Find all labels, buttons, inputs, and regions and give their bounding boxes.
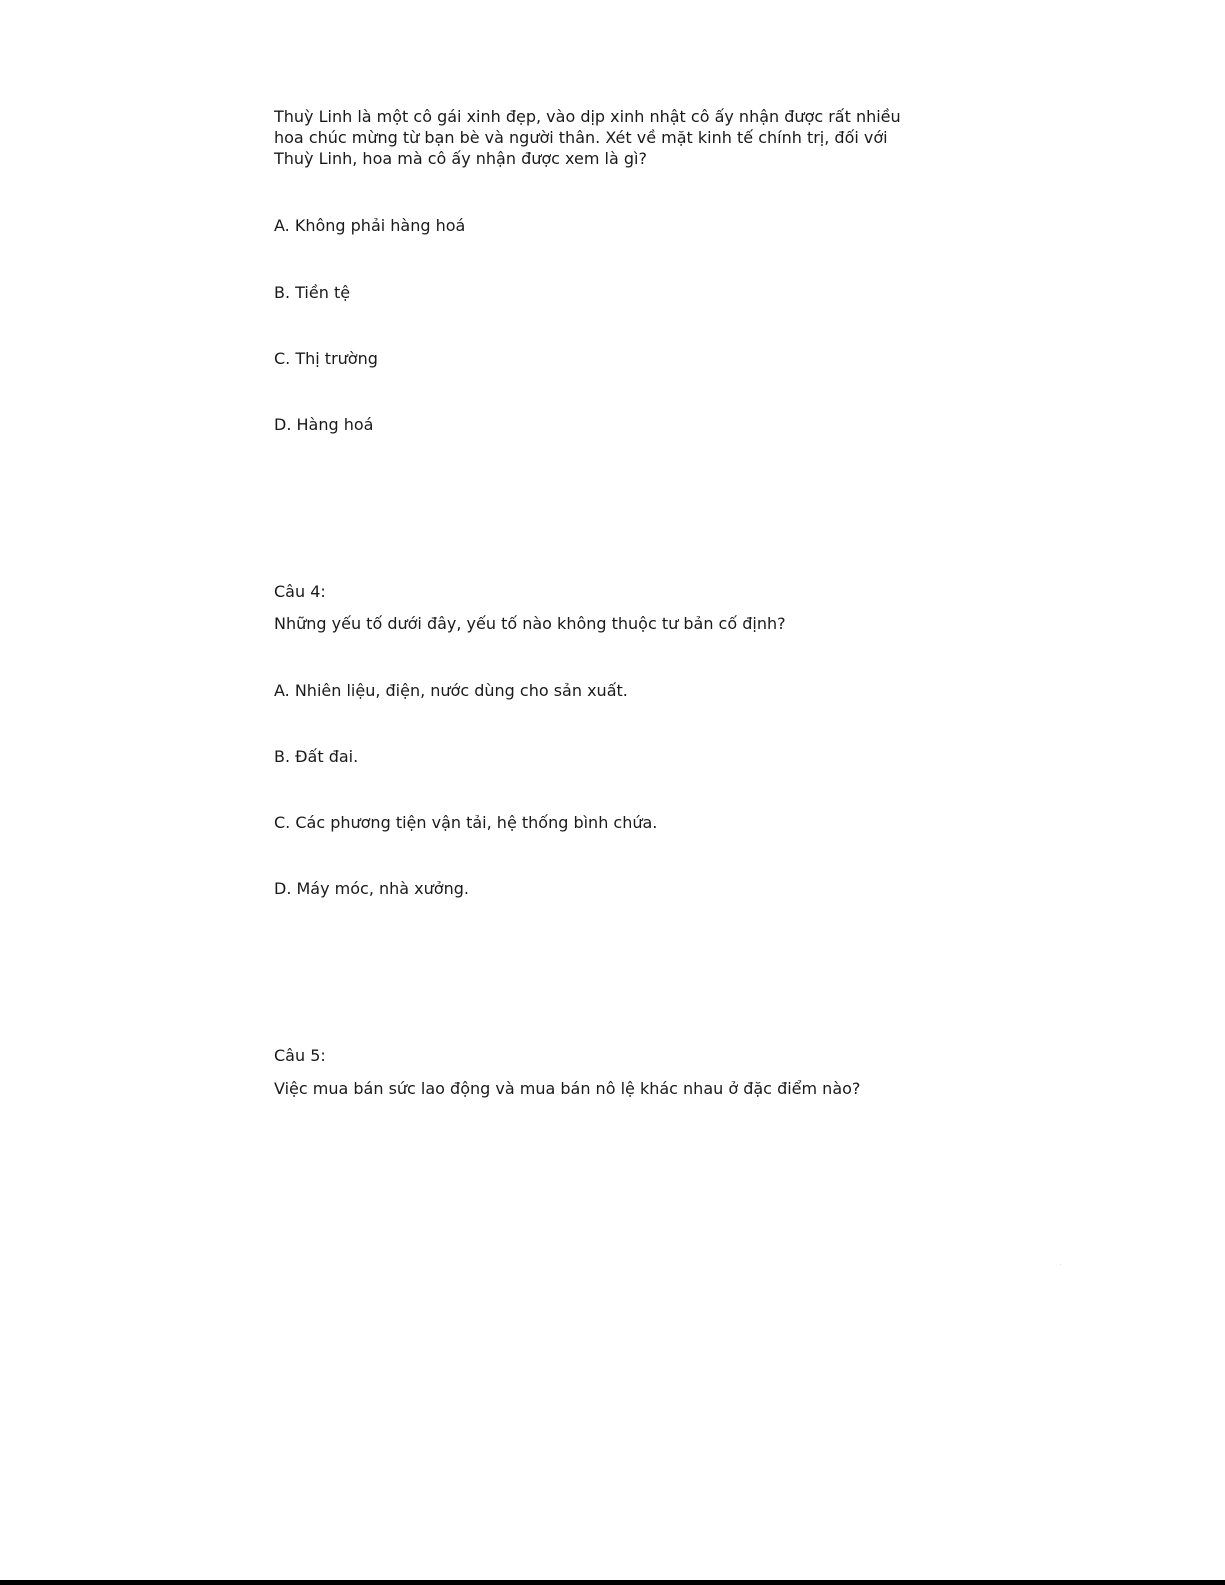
question-5-stem: Việc mua bán sức lao động và mua bán nô lệ khác nhau ở đặc điểm nào? xyxy=(274,1079,861,1098)
question-3-option-d: D. Hàng hoá xyxy=(274,415,374,434)
scan-speck xyxy=(1060,1264,1061,1265)
question-3-option-c: C. Thị trường xyxy=(274,349,378,368)
question-4-option-b: B. Đất đai. xyxy=(274,747,359,766)
page-bottom-border xyxy=(0,1580,1225,1585)
question-4-stem: Những yếu tố dưới đây, yếu tố nào không thuộc tư bản cố định? xyxy=(274,614,786,633)
question-4-option-c: C. Các phương tiện vận tải, hệ thống bình chứa. xyxy=(274,813,658,832)
question-5-heading: Câu 5: xyxy=(274,1046,326,1065)
question-3-stem: Thuỳ Linh là một cô gái xinh đẹp, vào dịp xinh nhật cô ấy nhận được rất nhiều hoa chúc mừng từ bạn bè và người thân. Xét về mặt kinh tế chính trị, đối với Thuỳ Linh, hoa mà cô ấy nhận được xem là gì? xyxy=(274,107,901,168)
question-3-option-a: A. Không phải hàng hoá xyxy=(274,216,466,235)
question-3-option-b: B. Tiền tệ xyxy=(274,283,351,302)
question-4-option-d: D. Máy móc, nhà xưởng. xyxy=(274,879,469,898)
question-4-heading: Câu 4: xyxy=(274,582,326,601)
question-4-option-a: A. Nhiên liệu, điện, nước dùng cho sản xuất. xyxy=(274,681,628,700)
